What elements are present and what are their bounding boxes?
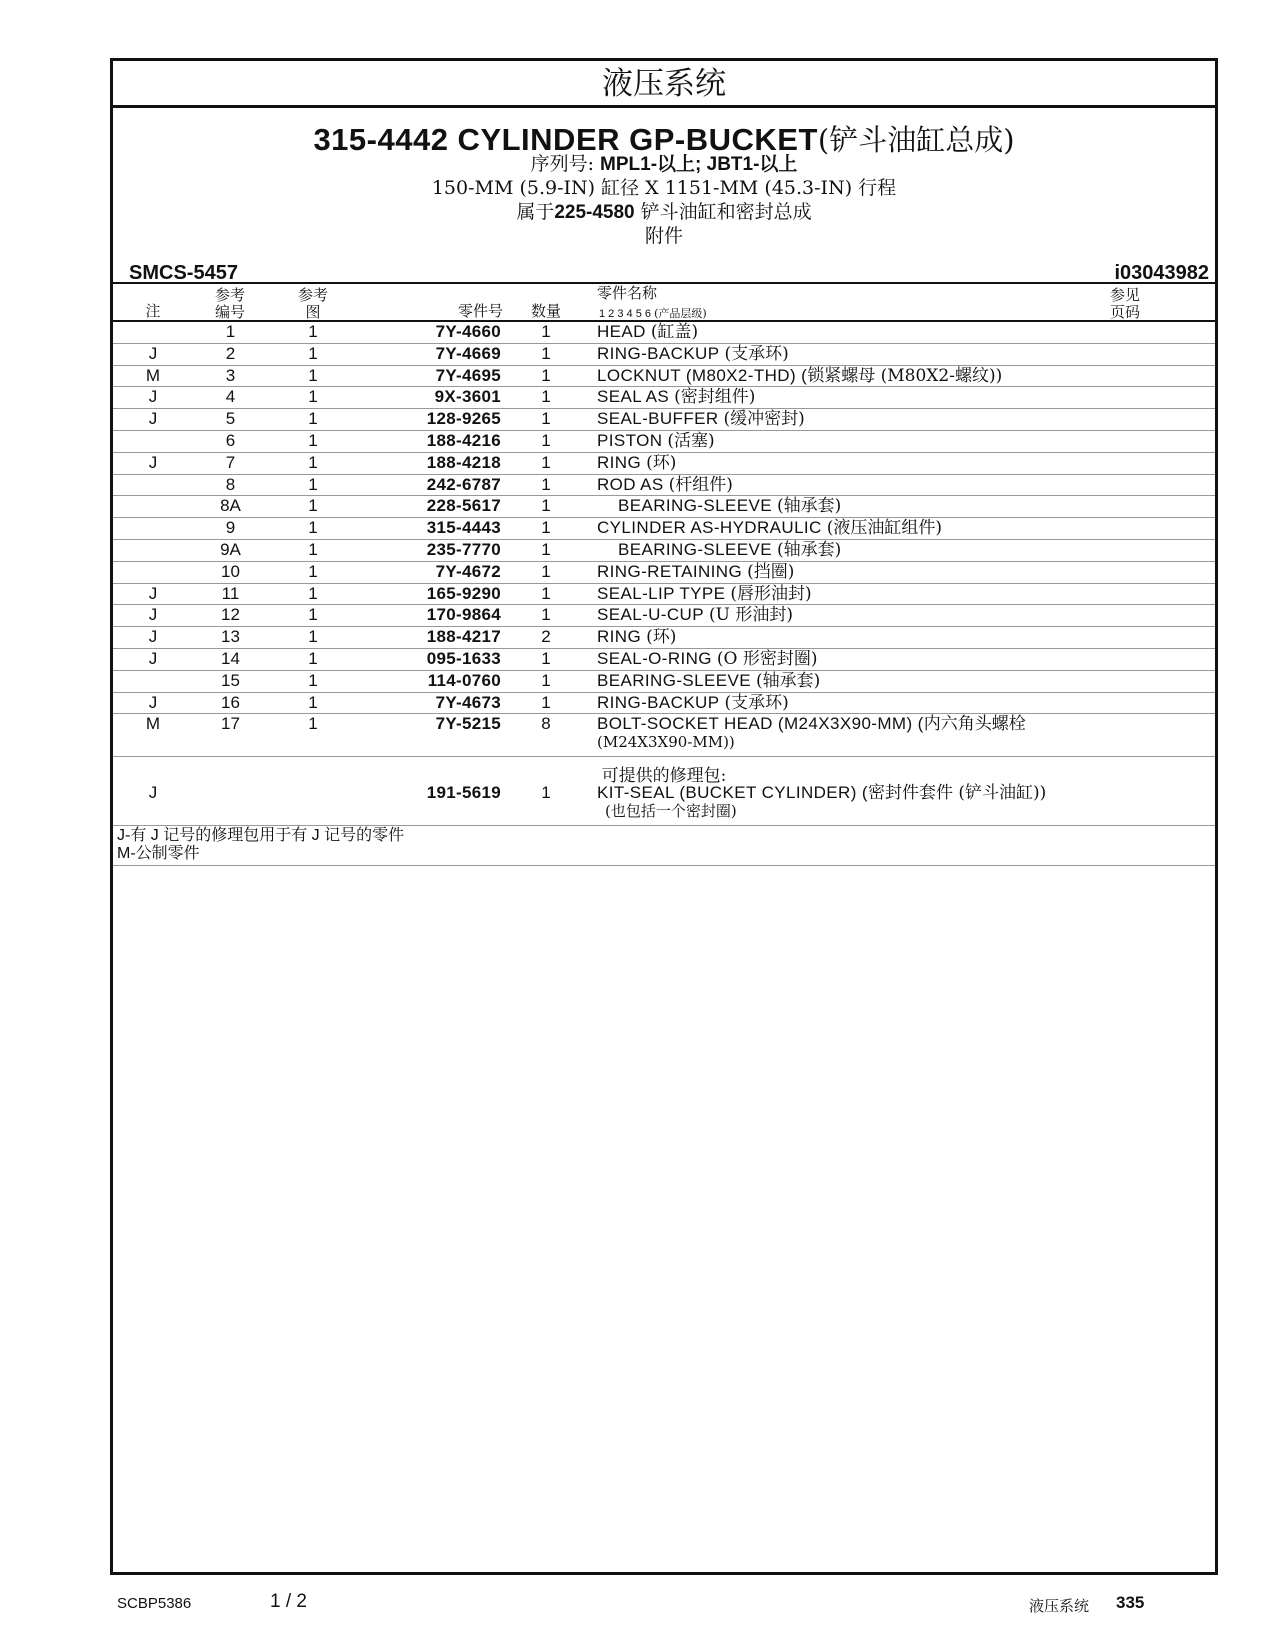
table-row: [113, 365, 1215, 388]
row-ref-number: 4: [225, 387, 236, 407]
row-ref-number: 7: [225, 452, 236, 472]
header-rule-top: [113, 282, 1215, 284]
row-figure: 1: [308, 540, 318, 559]
row-quantity: 1: [541, 474, 551, 494]
row-part-name-en: SEAL-BUFFER: [597, 409, 719, 429]
serial-line: [113, 149, 1215, 176]
table-row: [113, 495, 1215, 518]
row-part-number: 170-9864: [426, 605, 501, 625]
title-code: 315-4442 CYLINDER GP-BUCKET: [313, 122, 818, 157]
row-figure: 1: [308, 343, 318, 363]
table-row: [113, 408, 1215, 431]
section-banner: 液压系统: [113, 61, 1215, 108]
row-ref-number: 11: [221, 583, 240, 603]
row-part-name: [597, 321, 698, 343]
row-part-number: 165-9290: [426, 583, 501, 603]
kit-qty: 1: [541, 783, 551, 802]
row-part-name-cn: (轴承套): [776, 496, 842, 517]
row-figure: 1: [308, 496, 318, 516]
row-part-number: 7Y-4673: [435, 692, 501, 712]
header-fig: [288, 287, 338, 321]
row-part-number: 315-4443: [426, 518, 501, 538]
row-quantity: 1: [541, 322, 551, 341]
table-row: [113, 648, 1215, 671]
row-part-name-en: BOLT-SOCKET HEAD (M24X3X90-MM) (: [597, 714, 924, 734]
table-row: [113, 321, 1215, 344]
row-part-name-cn: (杆组件): [668, 474, 733, 495]
row-ref-number: 13: [221, 627, 240, 647]
row-part-name-cn: (活塞): [667, 431, 715, 451]
row-part-number: 7Y-4672: [435, 561, 501, 581]
row-part-name: [597, 517, 942, 539]
table-row: [113, 692, 1215, 715]
table-row: [113, 670, 1215, 693]
row-part-name-line2: (M24X3X90-MM)): [597, 733, 735, 752]
row-part-number: 128-9265: [426, 409, 501, 429]
title-cn: (铲斗油缸总成): [817, 123, 1015, 157]
row-quantity: 1: [541, 540, 551, 559]
row-quantity: 1: [541, 452, 551, 472]
table-row: [113, 539, 1215, 562]
row-figure: 1: [308, 561, 318, 581]
row-figure: 1: [308, 583, 318, 603]
row-part-number: 9X-3601: [434, 387, 501, 407]
attachment-label: 附件: [644, 225, 683, 247]
row-part-number: 242-6787: [426, 474, 501, 494]
row-part-name-en: SEAL-LIP TYPE: [597, 583, 726, 603]
row-quantity: 1: [541, 561, 551, 581]
legend-m: M-公制零件: [117, 845, 200, 862]
row-quantity: 1: [541, 387, 551, 407]
row-part-name-cn: (密封组件): [674, 387, 756, 408]
table-row: [113, 713, 1215, 757]
kit-name-en: KIT-SEAL (BUCKET CYLINDER) (: [597, 783, 868, 802]
row-note: J: [148, 409, 158, 429]
row-part-name: [597, 604, 793, 626]
row-figure: 1: [308, 409, 318, 429]
table-row: [113, 430, 1215, 453]
header-fig-top: 参考: [297, 286, 328, 304]
row-part-number: 188-4216: [426, 431, 501, 450]
row-figure: 1: [308, 627, 318, 647]
row-ref-number: 6: [225, 431, 236, 450]
header-qty: 数量: [530, 302, 561, 320]
repair-kit-heading: 可提供的修理包:: [601, 766, 727, 786]
row-ref-number: 17: [221, 714, 240, 734]
kit-note: J: [148, 783, 158, 802]
table-row: [113, 452, 1215, 475]
serial-label: 序列号:: [530, 153, 594, 175]
row-part-name: [597, 626, 676, 648]
row-figure: 1: [308, 692, 318, 712]
row-part-number: 235-7770: [426, 540, 501, 559]
header-levels: [599, 305, 707, 321]
table-row: [113, 343, 1215, 366]
row-quantity: 8: [541, 714, 551, 734]
row-part-name-en: RING-BACKUP: [597, 692, 720, 712]
row-part-name: [597, 430, 715, 452]
row-figure: 1: [308, 649, 318, 668]
row-ref-number: 8: [225, 474, 236, 494]
page-frame: [110, 58, 1218, 1575]
row-ref-number: 12: [221, 605, 240, 625]
row-ref-number: 16: [221, 692, 240, 712]
row-figure: 1: [308, 452, 318, 472]
header-ref: [205, 287, 255, 321]
row-part-name-en: PISTON: [597, 431, 663, 450]
row-part-name: [597, 452, 676, 474]
row-quantity: 1: [541, 670, 551, 690]
row-ref-number: 8A: [220, 496, 241, 516]
row-part-name-en: RING-BACKUP: [597, 343, 720, 363]
row-quantity: 1: [541, 605, 551, 625]
row-part-name: [597, 474, 733, 496]
header-levels-label: (产品层级): [654, 307, 707, 320]
row-quantity: 1: [541, 496, 551, 516]
row-part-name-en: BEARING-SLEEVE: [618, 540, 772, 559]
row-ref-number: 5: [225, 409, 236, 429]
row-figure: 1: [308, 474, 318, 494]
row-part-name-cn: (环): [646, 452, 677, 473]
row-part-name: [597, 539, 841, 561]
row-figure: 1: [308, 605, 318, 625]
footer-page-number: 335: [1116, 1593, 1145, 1612]
table-row: [113, 474, 1215, 497]
row-ref-number: 14: [221, 649, 240, 668]
row-quantity: 1: [541, 431, 551, 450]
row-part-name-cn: (挡圈): [747, 561, 795, 582]
row-part-name: [597, 692, 789, 714]
row-part-name-en: SEAL AS: [597, 387, 670, 407]
row-part-name-en: CYLINDER AS-HYDRAULIC: [597, 518, 822, 538]
row-figure: 1: [308, 670, 318, 690]
row-part-name-cn: (U 形油封): [708, 605, 793, 626]
kit-name-cn: 密封件套件 (铲斗油缸)): [867, 783, 1047, 803]
table-row: [113, 386, 1215, 409]
row-part-name-en: LOCKNUT (M80X2-THD) (: [597, 365, 808, 385]
row-part-name: [597, 583, 812, 605]
footer-doc-number: SCBP5386: [117, 1595, 192, 1612]
row-part-number: 7Y-4669: [435, 343, 501, 363]
smcs-code: SMCS-5457: [129, 262, 238, 284]
legend-rule: [113, 865, 1215, 866]
row-quantity: 1: [541, 518, 551, 538]
row-note: M: [145, 714, 161, 734]
row-part-name-cn: (缸盖): [650, 322, 699, 342]
row-figure: 1: [308, 387, 318, 407]
kit-part-number: 191-5619: [426, 783, 501, 802]
header-ref-bottom: 编号: [214, 303, 245, 321]
row-part-name-cn: (缓冲密封): [723, 409, 805, 430]
row-part-number: 228-5617: [426, 496, 501, 516]
row-quantity: 1: [541, 692, 551, 712]
row-part-name: [597, 408, 805, 430]
row-part-number: 7Y-4660: [435, 322, 501, 341]
row-quantity: 1: [541, 409, 551, 429]
row-part-name-cn: (轴承套): [776, 540, 842, 560]
header-see-top: 参见: [1109, 286, 1140, 304]
row-ref-number: 1: [225, 322, 236, 341]
footer-page-of: 1 / 2: [270, 1591, 307, 1612]
kit-row: [113, 782, 1215, 826]
row-note: M: [145, 365, 161, 385]
row-part-name: [597, 648, 818, 670]
header-part: 零件号: [457, 302, 503, 320]
table-row: [113, 583, 1215, 606]
belongs-prefix: 属于: [516, 201, 555, 223]
row-part-number: 188-4217: [426, 627, 501, 647]
header-see-page: [1103, 287, 1147, 321]
spec-line: 150-MM (5.9-IN) 缸径 X 1151-MM (45.3-IN) 行程: [431, 177, 897, 199]
row-figure: 1: [308, 431, 318, 450]
row-quantity: 1: [541, 365, 551, 385]
row-figure: 1: [308, 365, 318, 385]
row-ref-number: 2: [225, 343, 236, 363]
row-part-name-cn: (支承环): [724, 692, 789, 713]
row-part-name: [597, 386, 755, 408]
table-row: [113, 517, 1215, 540]
belongs-rest: 铲斗油缸和密封总成: [634, 201, 812, 223]
row-figure: 1: [308, 322, 318, 341]
row-part-name-cn: (O 形密封圈): [716, 649, 818, 669]
row-ref-number: 3: [225, 365, 236, 385]
row-part-name: [597, 670, 820, 692]
header-name: 零件名称: [597, 284, 658, 302]
row-part-number: 7Y-5215: [435, 714, 501, 734]
row-part-name-cn: (液压油缸组件): [826, 518, 942, 539]
row-quantity: 1: [541, 343, 551, 363]
row-note: J: [148, 692, 158, 712]
row-part-name-cn: (环): [646, 627, 677, 648]
header-fig-bottom: 图: [305, 303, 321, 321]
row-part-name-en: SEAL-U-CUP: [597, 605, 704, 625]
row-part-name: [597, 561, 794, 583]
row-ref-number: 15: [221, 670, 240, 690]
row-part-name: [597, 713, 1026, 751]
row-note: J: [148, 343, 158, 363]
kit-name: [597, 782, 1046, 820]
doc-id: i03043982: [1114, 262, 1209, 284]
legend-j: J-有 J 记号的修理包用于有 J 记号的零件: [117, 827, 405, 844]
row-part-name-en: BEARING-SLEEVE: [618, 496, 772, 516]
footer-section: 液压系统: [1029, 1597, 1090, 1615]
row-part-name-en: SEAL-O-RING: [597, 649, 712, 668]
row-quantity: 1: [541, 649, 551, 668]
belongs-num: 225-4580: [554, 202, 635, 223]
row-part-name-cn: 内六角头螺栓: [923, 714, 1026, 735]
row-note: J: [148, 583, 158, 603]
row-note: J: [148, 452, 158, 472]
header-note: 注: [145, 302, 161, 320]
row-part-name-en: BEARING-SLEEVE: [597, 670, 751, 690]
row-part-name-en: ROD AS: [597, 474, 664, 494]
header-ref-top: 参考: [214, 286, 245, 304]
kit-name-line2: (也包括一个密封圈): [605, 802, 737, 820]
row-part-name-cn: (轴承套): [755, 670, 821, 691]
header-levels-digits: 1 2 3 4 5 6: [599, 308, 651, 320]
row-part-number: 114-0760: [427, 670, 501, 690]
row-part-number: 095-1633: [426, 649, 501, 668]
row-part-name-cn: (唇形油封): [730, 583, 812, 604]
row-note: J: [148, 649, 158, 668]
row-ref-number: 9: [225, 518, 236, 538]
row-part-name: [597, 343, 789, 365]
table-row: [113, 604, 1215, 627]
row-ref-number: 10: [221, 561, 240, 581]
row-part-name-en: HEAD: [597, 322, 646, 341]
row-part-name-en: RING-RETAINING: [597, 561, 743, 581]
row-part-name-en: RING: [597, 452, 642, 472]
row-quantity: 1: [541, 583, 551, 603]
row-part-name: [597, 365, 1002, 387]
header-see-bottom: 页码: [1109, 303, 1140, 321]
row-note: J: [148, 627, 158, 647]
row-figure: 1: [308, 518, 318, 538]
row-figure: 1: [308, 714, 318, 734]
row-part-name-cn: (支承环): [724, 343, 789, 364]
belongs-line: [113, 197, 1215, 224]
row-note: J: [148, 387, 158, 407]
row-part-number: 188-4218: [426, 452, 501, 472]
table-row: [113, 561, 1215, 584]
row-quantity: 2: [541, 627, 551, 647]
table-row: [113, 626, 1215, 649]
serial-range: MPL1-以上; JBT1-以上: [600, 154, 798, 175]
row-part-name-cn: 锁紧螺母 (M80X2-螺纹)): [807, 365, 1003, 386]
row-part-name-en: RING: [597, 627, 642, 647]
row-part-number: 7Y-4695: [435, 365, 501, 385]
row-part-name: [597, 495, 841, 517]
row-ref-number: 9A: [220, 540, 241, 559]
row-note: J: [148, 605, 158, 625]
